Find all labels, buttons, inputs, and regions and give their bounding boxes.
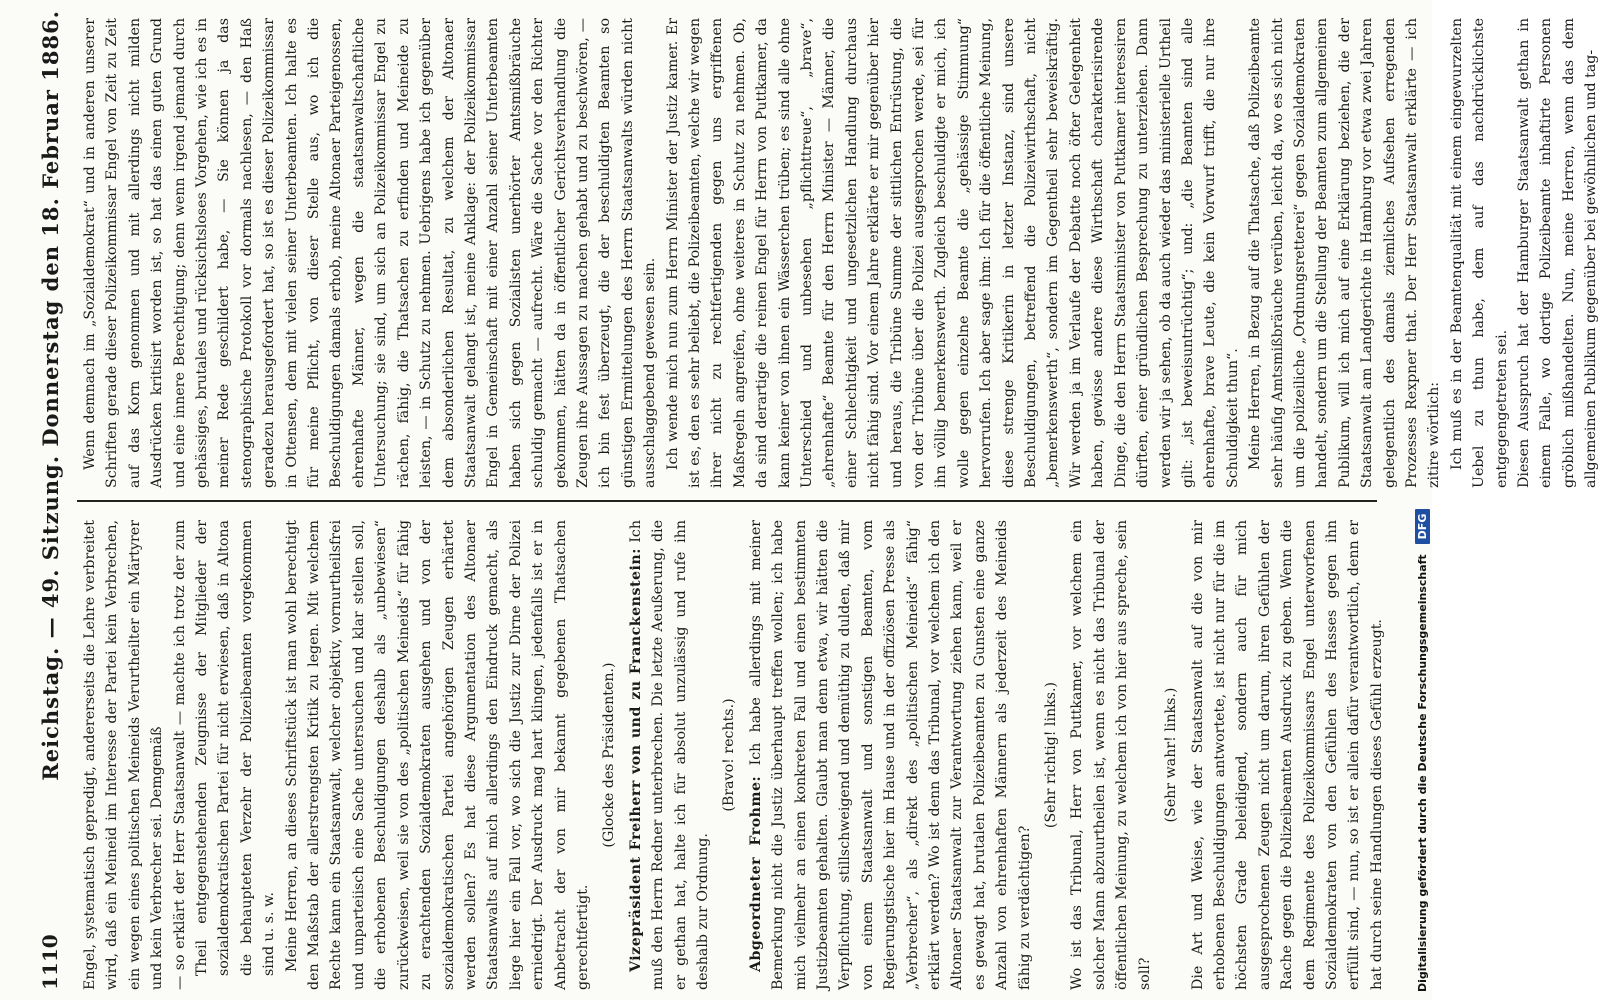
paragraph-text: (Glocke des Präsidenten.): [601, 662, 618, 848]
stage-direction: [1040, 520, 1062, 990]
paragraph-text: — so erklärt der Herr Staatsanwalt — machte ich trotz der zum Theil entgegenstehenden Zeugnisse der Mitglieder der sozialdemokratischen Partei für nicht erwiesen, daß in Altona die behaupteten Verzehr der Polizeibeamten vorgekommen sind u. s. w.: [171, 520, 278, 990]
paragraph-text: (Sehr richtig! links.): [1043, 681, 1060, 829]
text-paragraph: [281, 520, 595, 990]
paragraph-text: Die Art und Weise, wie der Staatsanwalt auf die von mir erhobenen Beschuldigungen antwortete, ist nicht nur für die im höchsten Grade beleidigend, sondern auch für mich ausgesprochenen Zeugen nicht um darum, ihren Gefühlen der Rache gegen die Polizeibeamten Ausdruck zu geben. Wenn die dem Regimente des Polizeikommissars Engel unterworfenen Sozialdemokraten von den Gefühlen des Hasses gegen ihn erfüllt sind, — nun, so ist er allein dafür verantwortlich, denn er hat durch seine Handlungen dieses Gefühl erzeugt.: [1189, 520, 1385, 990]
paragraph-text: Meine Herren, an dieses Schriftstück ist man wohl berechtigt den Maßstab der allerstrengsten Kritik zu legen. Mit welchem Rechte kann ein Staatsanwalt, welcher objektiv, vornurtheilsfrei und unparteiisch eine Sache untersuchen und klar stellen soll, die erhobenen Beschuldigungen deshalb als „unbewiesen“ zurückweisen, weil sie von des „politischen Meineids“ für fähig zu erachtenden Sozialdemokraten ausgehen und von der sozialdemokratischen Partei angehörigen Zeugen erhärtet werden sollen? Es hat diese Argumentation des Altonaer Staatsanwalts auf mich allerdings den Eindruck gemacht, als liege hier ein Fall vor, wo sich die Justiz zur Dirne der Polizei erniedrigt. Der Ausdruck mag hart klingen, jedenfalls ist er in Anbetracht der von mir bekannt gegebenen Thatsachen gerechtfertigt.: [283, 520, 591, 990]
stage-direction: [1160, 520, 1182, 990]
quoted-paragraph: [169, 520, 281, 990]
paragraph-text: Ich wende mich nun zum Herrn Minister der Justiz kamer. Er ist es, den es sehr beliebt, die Polizeibeamten, welche wir wegen ihrer nicht zu rechtfertigenden gegen uns ergriffenen Maßregeln angreifen, ohne weiteres in Schutz zu nehmen. Ob, da sind derartige die reinen Engel für Herrn von Puttkamer, da kann keiner von ihnen ein Wässerchen trüben; es sind alle ohne Unterschied und unbesehen „pflichttreue“, „brave“, „ehrenhafte“ Beamte für den Herrn Minister — Männer, die einer Schlechtigkeit und ungesetzlichen Handlung durchaus nicht fähig sind. Vor einem Jahre erklärte er mir gegenüber hier und heraus, die Tribüne Summe der sittlichen Entrüstung, die von der Tribüne über die Polizei ausgesprochen werde, sei für ihn völlig bemerkenswerth. Zugleich beschuldigte er mich, ich wolle gegen einzelne Beamte die „gehässige Stimmung“ hervorrufen. Ich aber sage ihm: Ich für die öffentliche Meinung, diese strenge Kritikerin in letzter Instanz, sind unsere Beschuldigungen, betreffend die Polizeiwirthschaft, nicht „bemerkenswerth“, sondern im Gegentheil sehr beweiskräftig. Wir werden ja im Verlaufe der Debatte noch öfter Gelegenheit haben, gewisse andere diese Wirthschaft charakterisirende Dinge, die den Herrn Staatsminister von Puttkamer interessiren dürften, einer gründlichen Besprechung zu unterziehen. Dann werden wir ja sehen, ob da auch wieder das ministerielle Urtheil gilt: „ist beweisuntrüchtig“; und: „die Beamten sind alle ehrenhafte, brave Leute, die kein Vorwurf trifft, die nur ihre Schuldigkeit thun“.: [664, 18, 1241, 488]
speaker-name: Abgeordneter Frohme:: [747, 775, 764, 972]
paragraph-text: Ich muß den Herrn Redner unterbrechen. Die letzte Aeußerung, die er gethan hat, halte ich für absolut unzulässig und rufe ihn deshalb zur Ordnung.: [627, 519, 711, 990]
left-text-column: [79, 519, 1385, 990]
paragraph-text: (Sehr wahr! links.): [1163, 687, 1180, 823]
text-paragraph: [79, 520, 169, 990]
text-paragraph: [1446, 18, 1513, 488]
page-number: 1110: [38, 934, 62, 990]
page-header: [31, 10, 69, 990]
text-paragraph: [745, 520, 1036, 990]
paragraph-text: Ich muß es in der Beamtenqualität mit einem eingewurzelten Uebel zu thun habe, dem auf das nachdrücklichste entgegengetreten sei.: [1448, 18, 1510, 488]
right-text-column: [79, 18, 1600, 488]
speaker-name: Vizepräsident Freiherr von und zu Franckenstein:: [627, 548, 644, 972]
paragraph-text: Wenn demnach im „Sozialdemokrat“ und in anderen unserer Schriften gerade dieser Polizeikommissar Engel von Zeit zu Zeit auf das Korn genommen und mit allerdings nicht milden Ausdrücken kritisirt worden ist, so hat das einen guten Grund und eine innere Berechtigung; denn wenn irgend jemand durch gehässiges, brutales und rücksichtsloses Vorgehen, wie ich es in meiner Rede geschildert habe, — Sie können ja das stenographische Protokoll vor dormals nachlesen, — den Haß geradezu herausgefordert hat, so ist es dieser Polizeikommissar in Ottensen, dem mit vielen seiner Unterbeamten. Ich halte es für meine Pflicht, von dieser Stelle aus, wo ich die Beschuldigungen damals erhob, meine Altonaer Parteigenossen, ehrenhafte Männer, wegen die staatsanwaltschaftliche Untersuchung; sie sind, um sich an Polizeikommissar Engel zu rächen, fähig, die Thatsachen zu erfinden und Meineide zu leisten, — in Schutz zu nehmen. Uebrigens habe ich gegenüber dem absonderlichen Resultat, zu welchem der Altonaer Staatsanwalt gelangt ist, meine Anklage: der Polizeikommissar Engel in Gemeinschaft mit einer Anzahl seiner Unterbeamten haben sich gegen Sozialisten unerhörter Amtsmißbräuche schuldig gemacht — aufrecht. Wäre die Sache vor den Richter gekommen, hätten da in öffentlicher Gerichtsverhandlung die Zeugen ihre Aussagen zu machen gehabt und zu beschwören, — ich bin fest überzeugt, die der beschuldigten Beamten so günstigen Ermittelungen des Herrn Staatsanwalts würden nicht ausschlaggebend gewesen sein.: [82, 18, 659, 488]
paragraph-text: Ich habe allerdings mit meiner Bemerkung nicht die Justiz überhaupt treffen wollen; ich habe mich vielmehr an einen konkreten Fall und einen bestimmten Justizbeamten gehalten. Glaubt man denn etwa, wir hätten die Verpflichtung, stillschweigend und demüthig zu dulden, daß mir von einem Staatsanwalt und sonstigen Beamten, vom Regierungstische hier im Hause und in der offiziösen Presse als „Verbrecher“, als „direkt des „politischen Meineids“ fähig“ erklärt werden? Wo ist denn das Tribunal, vor welchem ich den Altonaer Staatsanwalt zur Verantwortung ziehen kann, weil er es gewagt hat, brutalen Polizeibeamten zu Gunsten eine ganze Anzahl von ehrenhaften Männern als jederzeit des Meineids fähig zu verdächtigen?: [747, 520, 1033, 990]
text-paragraph: [1187, 520, 1389, 990]
digitization-strip: [1413, 0, 1432, 1000]
digitization-notice: Digitalisierung gefördert durch die Deutsche Forschungsgemeinschaft: [1416, 554, 1429, 992]
text-paragraph: [1066, 520, 1156, 990]
paragraph-text: Engel, systematisch gepredigt, andererseits die Lehre verbreitet wird, daß ein Meineid im Interesse der Partei kein Verbrechen, ein wegen eines politischen Meineids Verurtheilter ein Märtyrer und kein Verbrecher sei. Demgemäß: [82, 520, 166, 990]
stage-direction: [598, 520, 620, 990]
paragraph-text: Diesen Ausspruch hat der Hamburger Staatsanwalt gethan in einem Falle, wo dortige Polizeibeamte inhaftirte Personen gröblich mißhandelten. Nun, meine Herren, wenn das dem allgemeinen Publikum gegenüber bei gewöhnlichen und tag-: [1516, 18, 1600, 488]
text-paragraph: [1513, 18, 1603, 488]
paragraph-text: (Bravo! rechts.): [721, 698, 738, 812]
text-paragraph: [662, 18, 1245, 488]
text-paragraph: [79, 18, 662, 488]
running-head: Reichstag. — 49. Sitzung. Donnerstag den 18. Februar 1886.: [37, 10, 63, 781]
text-paragraph: [625, 520, 715, 990]
column-divider: [77, 500, 1377, 502]
paragraph-text: Meine Herren, in Bezug auf die Thatsache, daß Polizeibeamte sehr häufig Amtsmißbräuche verüben, leicht da, wo es sich nicht um die polizeiliche „Ordnungsretterei“ gegen Sozialdemokraten handelt, sondern um die Stellung der Beamten zum allgemeinen Publikum, will ich mich auf eine Erklärung beziehen, die der Staatsanwalt am Landgerichte in Hamburg vor etwa zwei Jahren gelegentlich des damals ziemliches Aufsehen erregenden Prozesses Rexpner that. Der Herr Staatsanwalt erklärte — ich zitire wörtlich:: [1247, 18, 1443, 488]
stage-direction: [718, 520, 740, 990]
dfg-logo: DFG: [1415, 509, 1430, 545]
paragraph-text: Wo ist das Tribunal, Herr von Puttkamer, vor welchem ein solcher Mann abzuurtheilen ist, wenn es nicht das Tribunal der öffentlichen Meinung, zu welchem ich von hier aus spreche, sein soll?: [1069, 520, 1153, 990]
